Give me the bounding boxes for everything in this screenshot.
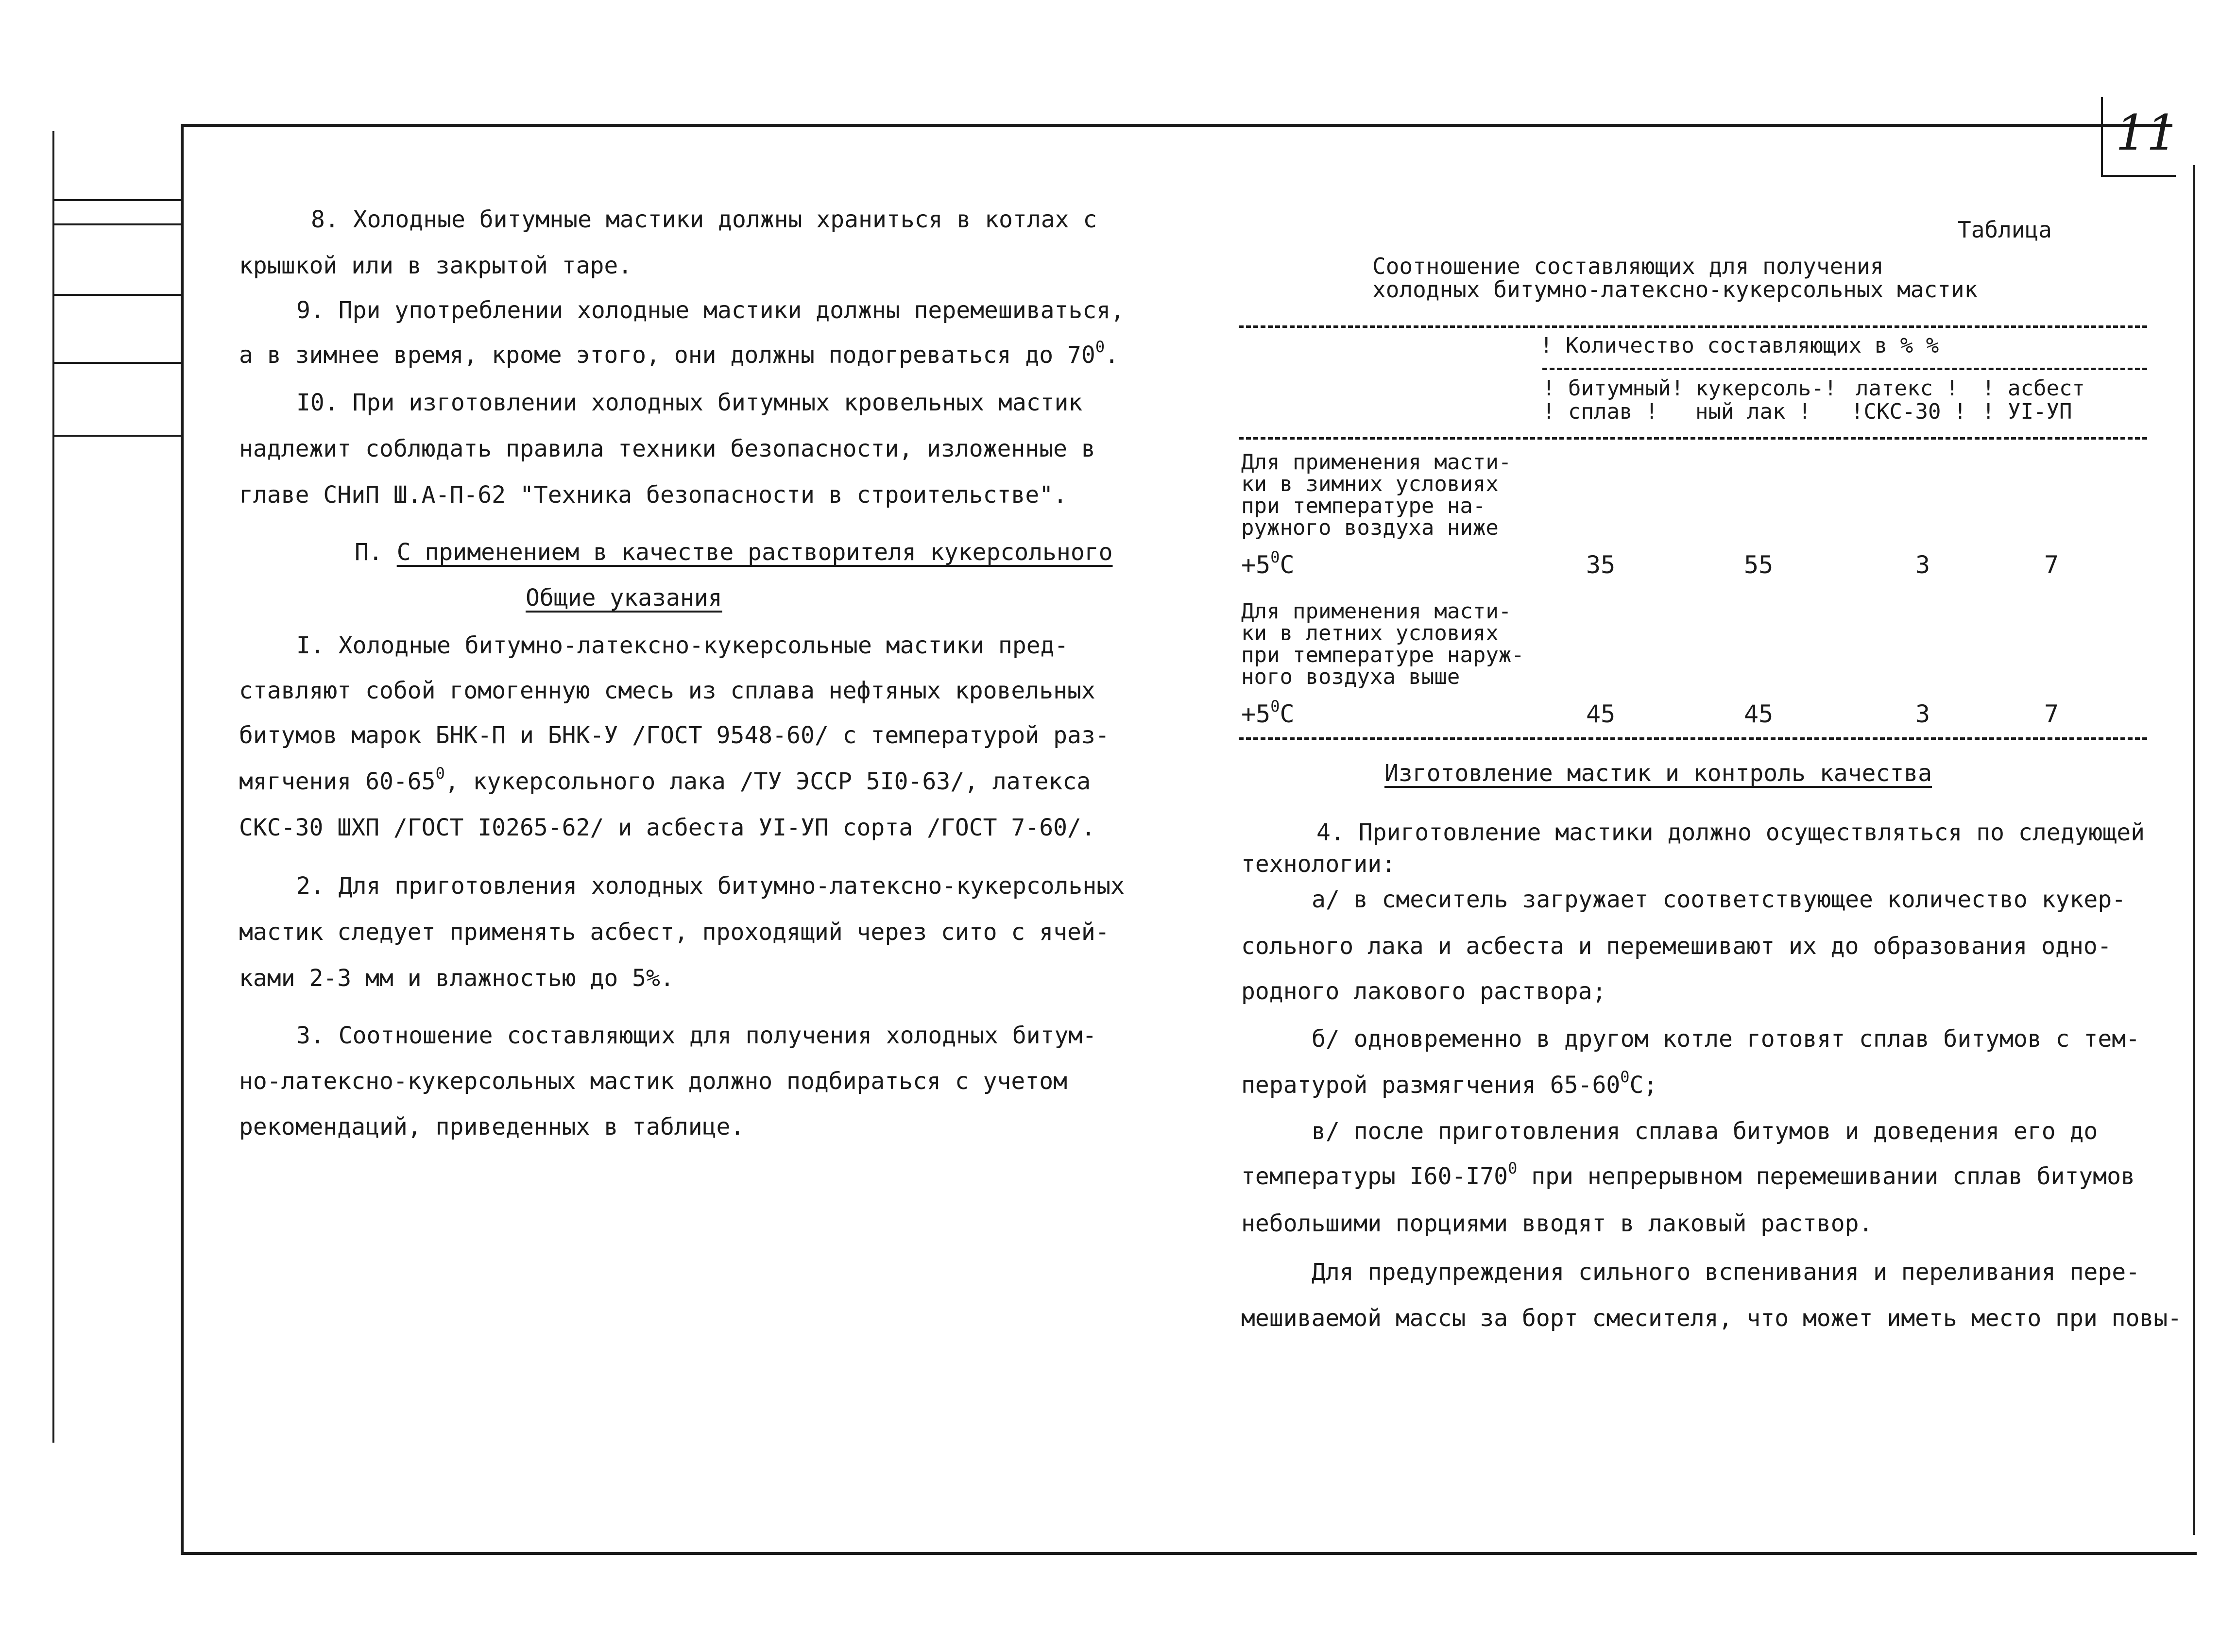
col-header-latex-l2: !СКС-30 ! <box>1851 399 1967 424</box>
paragraph-10-line-3: главе СНиП Ш.А-П-62 "Техника безопасности в строительстве". <box>239 481 1068 509</box>
item-v-line-3: небольшими порциями вводят в лаковый раствор. <box>1241 1210 1873 1237</box>
row-2-label-l1: Для применения масти- <box>1241 599 1512 624</box>
paragraph-3-line-2: но-латексно-кукерсольных мастик должно подбираться с учетом <box>239 1068 1068 1095</box>
table-caption-line-1: Соотношение составляющих для получения <box>1372 253 1884 279</box>
row-1-label-l1: Для применения масти- <box>1241 450 1512 475</box>
table-rule-header <box>1239 437 2147 440</box>
paragraph-1-line-1: I. Холодные битумно-латексно-кукерсольные мастики пред- <box>296 632 1069 659</box>
row-2-bitumen: 45 <box>1586 700 1616 728</box>
row-2-latex: 3 <box>1915 700 1930 728</box>
paragraph-2-line-2: мастик следует применять асбест, проходящий через сито с ячей- <box>239 919 1110 946</box>
section-heading: П. С применением в качестве растворителя кукерсольного <box>355 539 1113 566</box>
table-label: Таблица <box>1958 217 2052 243</box>
paragraph-1-line-5: СКС-30 ШХП /ГОСТ I0265-62/ и асбеста УI-УП сорта /ГОСТ 7-60/. <box>239 814 1095 841</box>
binding-margin-line <box>52 131 54 1443</box>
table-rule-top <box>1239 325 2147 328</box>
col-header-asbestos-l2: ! УI-УП <box>1982 399 2072 424</box>
row-2-lacquer: 45 <box>1744 700 1774 728</box>
col-header-lacquer-l1: кукерсоль-! <box>1695 376 1837 401</box>
row-2-asbestos: 7 <box>2044 700 2059 728</box>
paragraph-4-line-1: 4. Приготовление мастики должно осуществляться по следующей <box>1316 819 2145 846</box>
binding-tick <box>52 362 184 364</box>
row-1-label-l4: ружного воздуха ниже <box>1241 515 1499 540</box>
col-header-bitumen-l1: ! битумный! <box>1542 376 1684 401</box>
row-2-temperature: $+5^0С$ <box>1241 697 1295 728</box>
row-1-label-l3: при температуре на- <box>1241 494 1486 518</box>
row-2-label-l2: ки в летних условиях <box>1241 621 1499 646</box>
binding-tick <box>52 223 184 225</box>
paragraph-9-line-1: 9. При употреблении холодные мастики должны перемешиваться, <box>296 297 1125 324</box>
paragraph-3-line-1: 3. Соотношение составляющих для получения холодных битум- <box>296 1022 1097 1049</box>
paragraph-8-line-1: 8. Холодные битумные мастики должны храниться в котлах с <box>311 206 1097 233</box>
table-caption-line-2: холодных битумно-латексно-кукерсольных мастик <box>1372 276 1978 303</box>
paragraph-1-line-4: мягчения $60-65^0$, кукерсольного лака /ТУ ЭССР 5I0-63/, латекса <box>239 764 1091 795</box>
col-header-latex-l1: латекс ! <box>1856 376 1959 401</box>
binding-tick <box>52 435 184 437</box>
paragraph-10-line-2: надлежит соблюдать правила техники безопасности, изложенные в <box>239 435 1095 462</box>
paragraph-10-line-1: I0. При изготовлении холодных битумных кровельных мастик <box>296 389 1083 416</box>
item-a-line-3: родного лакового раствора; <box>1241 978 1606 1005</box>
table-rule-bottom <box>1239 737 2147 740</box>
row-1-asbestos: 7 <box>2044 551 2059 579</box>
col-header-lacquer-l2: ный лак ! <box>1695 399 1811 424</box>
frame-bottom-border <box>181 1552 2197 1555</box>
page-number: 11 <box>2116 104 2178 161</box>
item-a-line-1: а/ в смеситель загружаeт соответствующее количество кукер- <box>1312 886 2126 913</box>
row-1-lacquer: 55 <box>1744 551 1774 579</box>
section-subheading: Общие указания <box>526 584 722 612</box>
paragraph-1-line-2: ставляют собой гомогенную смесь из сплава нефтяных кровельных <box>239 677 1095 704</box>
row-1-label-l2: ки в зимних условиях <box>1241 472 1499 496</box>
row-2-label-l4: ного воздуха выше <box>1241 664 1460 689</box>
binding-tick <box>52 294 184 296</box>
final-paragraph-line-1: Для предупреждения сильного вспенивания и переливания пере- <box>1312 1259 2140 1286</box>
item-b-line-1: б/ одновременно в другом котле готовят сплав битумов с тем- <box>1312 1025 2140 1053</box>
frame-top-border <box>181 124 2172 127</box>
paragraph-9-line-2: а в зимнее время, кроме этого, они должны подогреваться до $70^0$. <box>239 338 1119 369</box>
paragraph-8-line-2: крышкой или в закрытой таре. <box>239 252 632 279</box>
item-v-line-2: температуры $I60-I70^0$ при непрерывном перемешивании сплав битумов <box>1241 1159 2135 1190</box>
row-1-latex: 3 <box>1915 551 1930 579</box>
paragraph-4-line-2: технологии: <box>1241 851 1396 878</box>
row-1-bitumen: 35 <box>1586 551 1616 579</box>
paragraph-2-line-1: 2. Для приготовления холодных битумно-латексно-кукерсольных <box>296 872 1125 900</box>
paragraph-2-line-3: ками 2-3 мм и влажностью до 5%. <box>239 965 674 992</box>
item-a-line-2: сольного лака и асбеста и перемешивают их до образования одно- <box>1241 933 2112 960</box>
final-paragraph-line-2: мешиваемой массы за борт смесителя, что может иметь место при повы- <box>1241 1305 2182 1332</box>
table-group-header: ! Количество составляющих в % % <box>1540 333 1939 358</box>
col-header-bitumen-l2: ! сплав ! <box>1542 399 1658 424</box>
manufacture-heading: Изготовление мастик и контроль качества <box>1384 760 1932 787</box>
binding-tick <box>52 199 184 201</box>
item-b-line-2: пературой размягчения $65-60^0С$; <box>1241 1068 1658 1099</box>
item-v-line-1: в/ после приготовления сплава битумов и доведения его до <box>1312 1118 2098 1145</box>
frame-right-border <box>2193 165 2195 1535</box>
row-1-temperature: $+5^0С$ <box>1241 548 1295 579</box>
paragraph-1-line-3: битумов марок БНК-П и БНК-У /ГОСТ 9548-60/ с температурой раз- <box>239 722 1110 749</box>
frame-left-border <box>181 124 184 1554</box>
row-2-label-l3: при температуре наруж- <box>1241 643 1524 667</box>
col-header-asbestos-l1: ! асбест <box>1982 376 2085 401</box>
paragraph-3-line-3: рекомендаций, приведенных в таблице. <box>239 1113 745 1141</box>
table-rule-group <box>1542 368 2147 370</box>
